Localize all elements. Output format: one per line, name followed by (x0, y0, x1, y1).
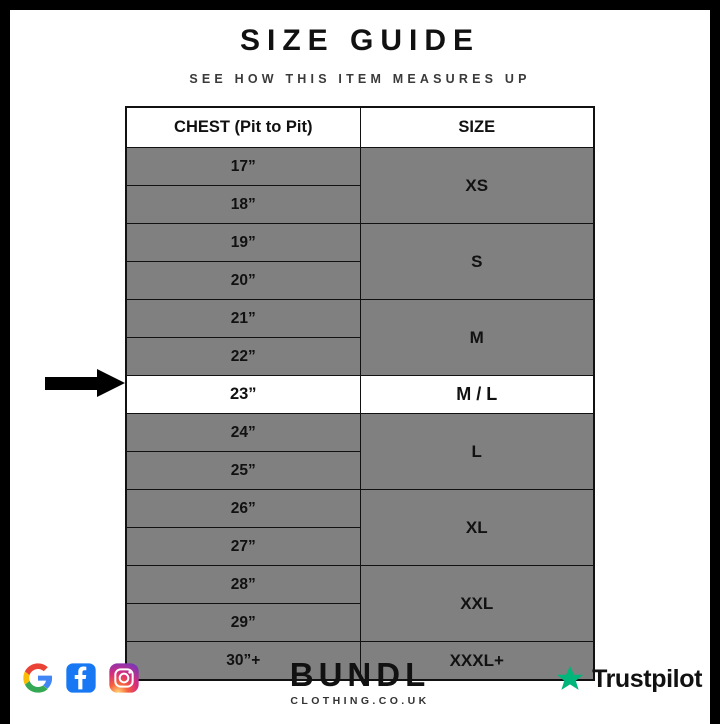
table-row (126, 224, 594, 262)
table-row (126, 414, 594, 452)
size-cell: XXXL+ (360, 642, 594, 681)
chest-cell: 18” (126, 186, 360, 224)
trustpilot-badge[interactable] (555, 664, 702, 694)
arrow-icon (45, 369, 127, 397)
size-cell: L (360, 414, 594, 490)
chest-cell: 27” (126, 528, 360, 566)
trustpilot-label: Trustpilot (592, 664, 702, 693)
size-cell: S (360, 224, 594, 300)
size-table-wrap (125, 106, 595, 681)
footer (10, 652, 710, 724)
size-table (125, 106, 595, 681)
brand-name: BUNDL (289, 656, 431, 693)
column-header-size: SIZE (360, 107, 594, 148)
chest-cell: 26” (126, 490, 360, 528)
chest-cell: 17” (126, 148, 360, 186)
chest-cell: 28” (126, 566, 360, 604)
chest-cell: 22” (126, 338, 360, 376)
card-inner (10, 24, 710, 724)
size-cell: M / L (360, 376, 594, 414)
trustpilot-star-icon (555, 664, 585, 694)
chest-cell: 21” (126, 300, 360, 338)
table-row (126, 300, 594, 338)
table-row (126, 148, 594, 186)
page-subtitle: SEE HOW THIS ITEM MEASURES UP (189, 72, 531, 86)
chest-cell: 30”+ (126, 642, 360, 681)
chest-cell: 25” (126, 452, 360, 490)
chest-cell: 24” (126, 414, 360, 452)
chest-cell: 29” (126, 604, 360, 642)
size-cell: XS (360, 148, 594, 224)
table-row-highlighted (126, 376, 594, 414)
table-header-row (126, 107, 594, 148)
chest-cell: 20” (126, 262, 360, 300)
arrow-head (97, 369, 125, 397)
table-row (126, 566, 594, 604)
page-title: SIZE GUIDE (239, 24, 481, 57)
size-cell: XL (360, 490, 594, 566)
chest-cell: 23” (126, 376, 360, 414)
chest-cell: 19” (126, 224, 360, 262)
brand-domain: CLOTHING.CO.UK (290, 694, 430, 707)
arrow-shaft (45, 377, 99, 390)
size-cell: XXL (360, 566, 594, 642)
column-header-chest: CHEST (Pit to Pit) (126, 107, 360, 148)
size-cell: M (360, 300, 594, 376)
table-row (126, 490, 594, 528)
